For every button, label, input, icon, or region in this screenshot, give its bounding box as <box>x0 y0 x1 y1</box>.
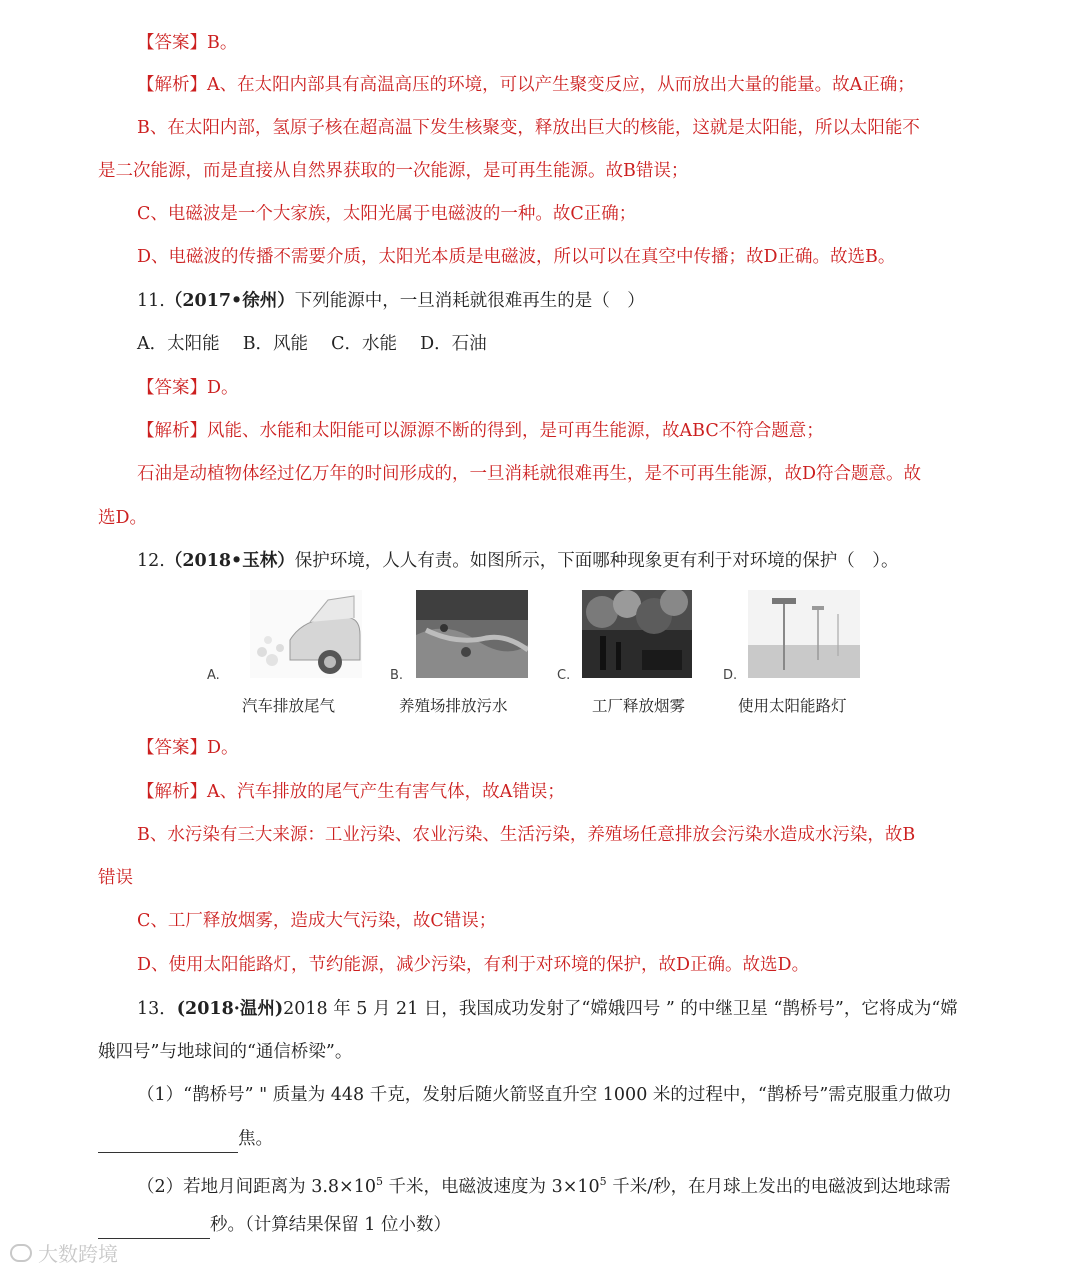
figure-solar-streetlight <box>748 590 860 678</box>
analysis-tag: 【解析】 <box>137 421 207 441</box>
q11-analysis-line-3: 选D。 <box>98 508 148 528</box>
q13-stem-line-1: 13．(2018·温州)2018 年 5 月 21 日，我国成功发射了“嫦娥四号 ” 的中继卫星 “鹊桥号”，它将成为“嫦 <box>137 999 958 1019</box>
figure-factory-smoke <box>582 590 692 678</box>
figure-caption-d: 使用太阳能路灯 <box>738 697 847 715</box>
answer-tag: 【答案】 <box>137 378 207 398</box>
chat-bubble-icon <box>10 1244 32 1262</box>
answer-value: B。 <box>207 33 238 53</box>
q13-part1-line-2: 焦。 <box>98 1126 273 1153</box>
analysis-tag: 【解析】 <box>137 75 207 95</box>
answer-tag: 【答案】 <box>137 738 207 758</box>
watermark <box>10 1238 118 1267</box>
q13-part2-line-1: （2）若地月间距离为 $3.8\times 10^5$ 千米，电磁波速度为 $3\times 10^5$ 千米/秒，在月球上发出的电磁波到达地球需 <box>137 1175 951 1197</box>
answer-value: D。 <box>207 738 239 758</box>
q10-answer-line <box>137 30 237 56</box>
figure-car-exhaust <box>250 590 362 678</box>
figure-letter-d: D. <box>723 668 738 683</box>
answer-blank-1[interactable] <box>98 1126 238 1153</box>
q10-analysis-line-1: 【解析】A、在太阳内部具有高温高压的环境，可以产生聚变反应，从而放出大量的能量。故A正确； <box>137 75 915 95</box>
answer-blank-2[interactable] <box>98 1212 210 1239</box>
q12-analysis-line-2: B、水污染有三大来源：工业污染、农业污染、生活污染，养殖场任意排放会污染水造成水污染，故B <box>137 825 916 845</box>
q12-analysis-line-4: C、工厂释放烟雾，造成大气污染，故C错误； <box>137 911 497 931</box>
q11-options: A．太阳能 B．风能 C．水能 D．石油 <box>137 334 487 354</box>
watermark-text: 大数跨境 <box>38 1242 118 1266</box>
figure-caption-c: 工厂释放烟雾 <box>592 697 686 715</box>
q10-analysis-line-5: D、电磁波的传播不需要介质，太阳光本质是电磁波，所以可以在真空中传播；故D正确。故选B。 <box>137 247 896 267</box>
q10-analysis-line-2: B、在太阳内部，氢原子核在超高温下发生核聚变，释放出巨大的核能，这就是太阳能，所以太阳能不 <box>137 118 920 138</box>
figure-letter-a: A. <box>207 668 220 683</box>
question-source: （2018•玉林） <box>164 551 295 571</box>
analysis-tag: 【解析】 <box>137 782 207 802</box>
q11-analysis-line-1: 【解析】风能、水能和太阳能可以源源不断的得到，是可再生能源，故ABC不符合题意； <box>137 421 824 441</box>
q13-part1-line-1: （1）“鹊桥号” " 质量为 448 千克，发射后随火箭竖直升空 1000 米的过程中，“鹊桥号”需克服重力做功 <box>137 1085 951 1105</box>
q10-analysis-line-4: C、电磁波是一个大家族，太阳光属于电磁波的一种。故C正确； <box>137 204 637 224</box>
q11-analysis-line-2: 石油是动植物体经过亿万年的时间形成的，一旦消耗就很难再生，是不可再生能源，故D符合题意。故 <box>137 464 922 484</box>
q12-analysis-line-3: 错误 <box>98 868 133 888</box>
q12-stem: 12.（2018•玉林）保护环境，人人有责。如图所示，下面哪种现象更有利于对环境的保护（ ）。 <box>137 551 899 571</box>
question-source: (2018·温州) <box>176 999 284 1019</box>
answer-value: D。 <box>207 378 239 398</box>
figure-letter-b: B. <box>390 668 404 683</box>
q12-analysis-line-1: 【解析】A、汽车排放的尾气产生有害气体，故A错误； <box>137 782 565 802</box>
figure-caption-b: 养殖场排放污水 <box>399 697 508 715</box>
q12-answer-line <box>137 735 239 761</box>
q11-answer-line <box>137 375 239 401</box>
q12-analysis-line-5: D、使用太阳能路灯，节约能源，减少污染，有利于对环境的保护，故D正确。故选D。 <box>137 955 810 975</box>
figure-letter-c: C. <box>557 668 571 683</box>
answer-tag: 【答案】 <box>137 33 207 53</box>
q13-stem-line-2: 娥四号”与地球间的“通信桥梁”。 <box>98 1042 353 1062</box>
q11-stem: 11.（2017•徐州）下列能源中，一旦消耗就很难再生的是（ ） <box>137 291 645 311</box>
q13-part2-line-2: 秒。（计算结果保留 1 位小数） <box>98 1212 451 1239</box>
question-source: （2017•徐州） <box>164 291 295 311</box>
figure-caption-a: 汽车排放尾气 <box>242 697 336 715</box>
q10-analysis-line-3: 是二次能源，而是直接从自然界获取的一次能源，是可再生能源。故B错误； <box>98 161 689 181</box>
figure-farm-wastewater <box>416 590 528 678</box>
